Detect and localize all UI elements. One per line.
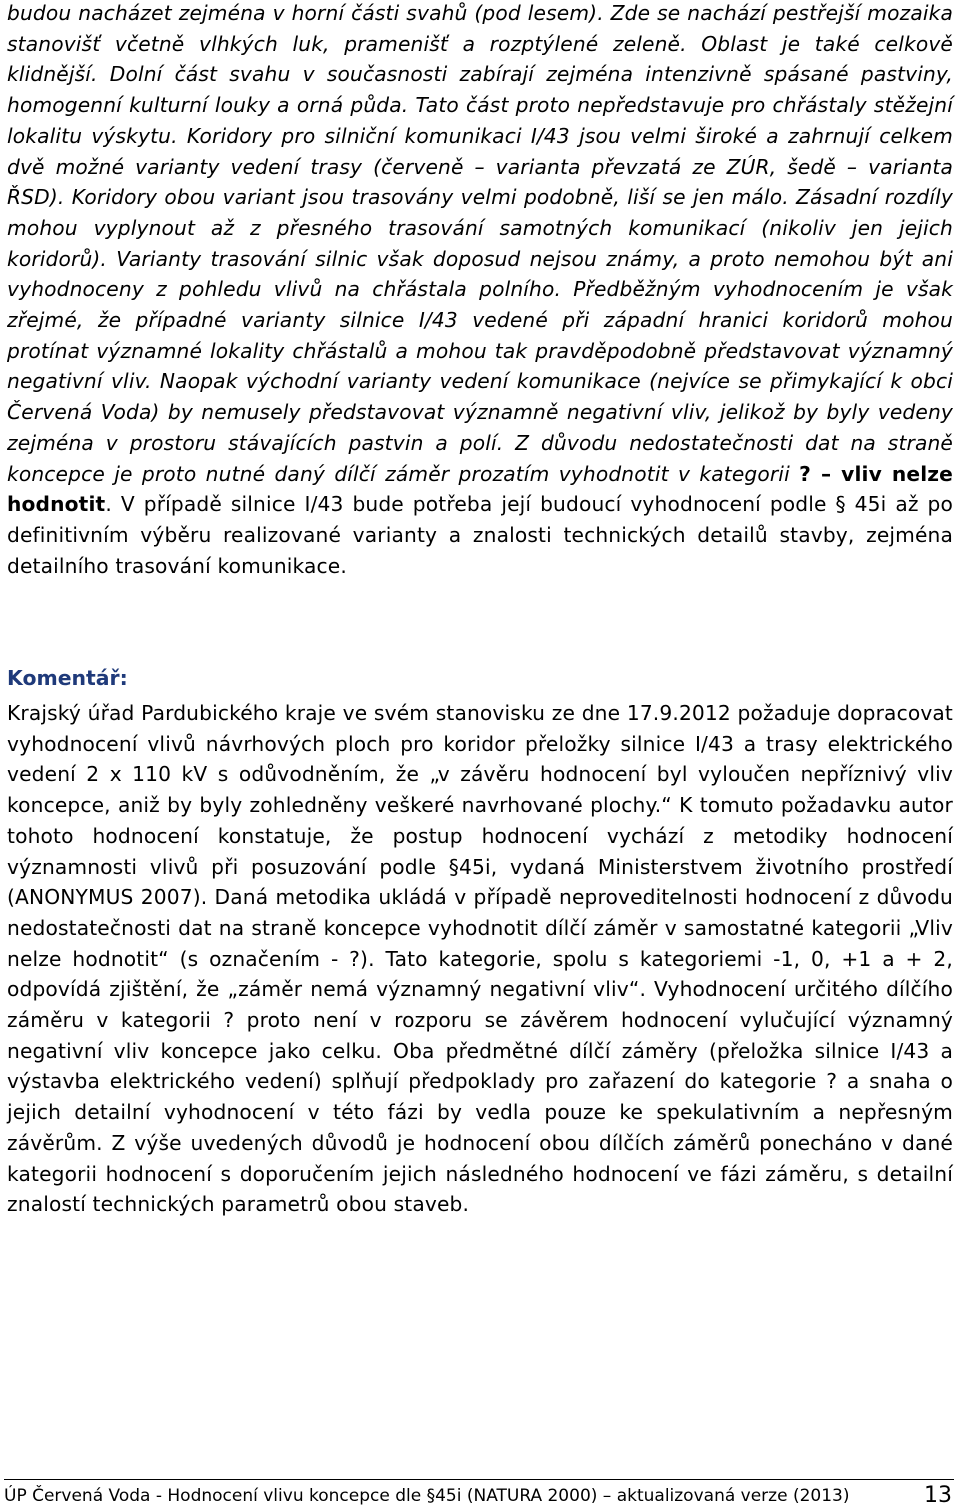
comment-heading: Komentář: bbox=[7, 666, 128, 690]
paragraph-text-part-1: budou nacházet zejména v horní části svahů (pod lesem). Zde se nachází pestřejší mozaika stanovišť včetně vlhkých luk, pramenišť a rozptýlené zeleně. Oblast je také celkově klidnější. Dolní část svahu v současnosti zabírají zejména intenzivně spásané pastviny, homogenní kulturní louky a orná půda. Tato část proto nepředstavuje pro chřástaly stěžejní lokalitu výskytu. Koridory pro silniční komunikaci I/43 jsou velmi široké a zahrnují celkem dvě možné varianty vedení trasy (červeně – varianta převzatá ze ZÚR, šedě – varianta ŘSD). Koridory obou variant jsou trasovány velmi podobně, liší se jen málo. Zásadní rozdíly mohou vyplynout až z přesného trasování samotných komunikací (nikoliv jen jejich koridorů). Varianty trasování silnic však doposud nejsou známy, a proto nemohou být ani vyhodnoceny z pohledu vlivů na chřástala polního. Předběžným vyhodnocením je však zřejmé, že případné varianty silnice I/43 vedené při západní hranici koridorů mohou protínat významné lokality chřástalů a mohou tak pravděpodobně představovat významný negativní vliv. Naopak východní varianty vedení komunikace (nejvíce se přimykající k obci Červená Voda) by nemusely představovat významně negativní vliv, jelikož by byly vedeny zejména v prostoru stávajících pastvin a polí. Z důvodu nedostatečnosti dat na straně koncepce je proto nutné daný dílčí záměr prozatím vyhodnotit v kategorii bbox=[7, 1, 953, 486]
comment-body bbox=[7, 698, 953, 1220]
page-footer bbox=[4, 1479, 954, 1510]
assessment-category-bold: ? – vliv nelze hodnotit bbox=[7, 461, 954, 517]
italic-assessment-paragraph bbox=[7, 0, 953, 581]
paragraph-text-part-2: . V případě silnice I/43 bude potřeba její budoucí vyhodnocení podle § 45i až po definitivním výběru realizované varianty a znalosti technických detailů stavby, zejména detailního trasování komunikace. bbox=[7, 492, 953, 578]
comment-paragraph: Krajský úřad Pardubického kraje ve svém stanovisku ze dne 17.9.2012 požaduje dopracovat vyhodnocení vlivů návrhových ploch pro koridor přeložky silnice I/43 a trasy elektrického vedení 2 x 110 kV s odůvodněním, že „v závěru hodnocení byl vyloučen nepříznivý vliv koncepce, aniž by byly zohledněny veškeré navrhované plochy.“ K tomuto požadavku autor tohoto hodnocení konstatuje, že postup hodnocení vychází z metodiky hodnocení významnosti vlivů při posuzování podle §45i, vydaná Ministerstvem životního prostředí (ANONYMUS 2007). Daná metodika ukládá v případě neproveditelnosti hodnocení z důvodu nedostatečnosti dat na straně koncepce vyhodnotit dílčí záměr v samostatné kategorii „Vliv nelze hodnotit“ (s označením - ?). Tato kategorie, spolu s kategoriemi -1, 0, +1 a + 2, odpovídá zjištění, že „záměr nemá významný negativní vliv“. Vyhodnocení určitého dílčího záměru v kategorii ? proto není v rozporu se závěrem hodnocení vylučující významný negativní vliv koncepce jako celku. Oba předmětné dílčí záměry (přeložka silnice I/43 a výstavba elektrického vedení) splňují předpoklady pro zařazení do kategorie ? a snaha o jejich detailní vyhodnocení v této fázi by vedla pouze ke spekulativním a nepřesným závěrům. Z výše uvedených důvodů je hodnocení obou dílčích záměrů ponecháno v dané kategorii hodnocení s doporučením jejich následného hodnocení ve fázi záměru, s detailní znalostí technických parametrů obou staveb. bbox=[7, 701, 953, 1217]
main-paragraph bbox=[7, 0, 953, 581]
footer-document-title: ÚP Červená Voda - Hodnocení vlivu koncepce dle §45i (NATURA 2000) – aktualizovaná verze (2013) bbox=[4, 1486, 850, 1506]
page-number: 13 bbox=[924, 1483, 952, 1508]
